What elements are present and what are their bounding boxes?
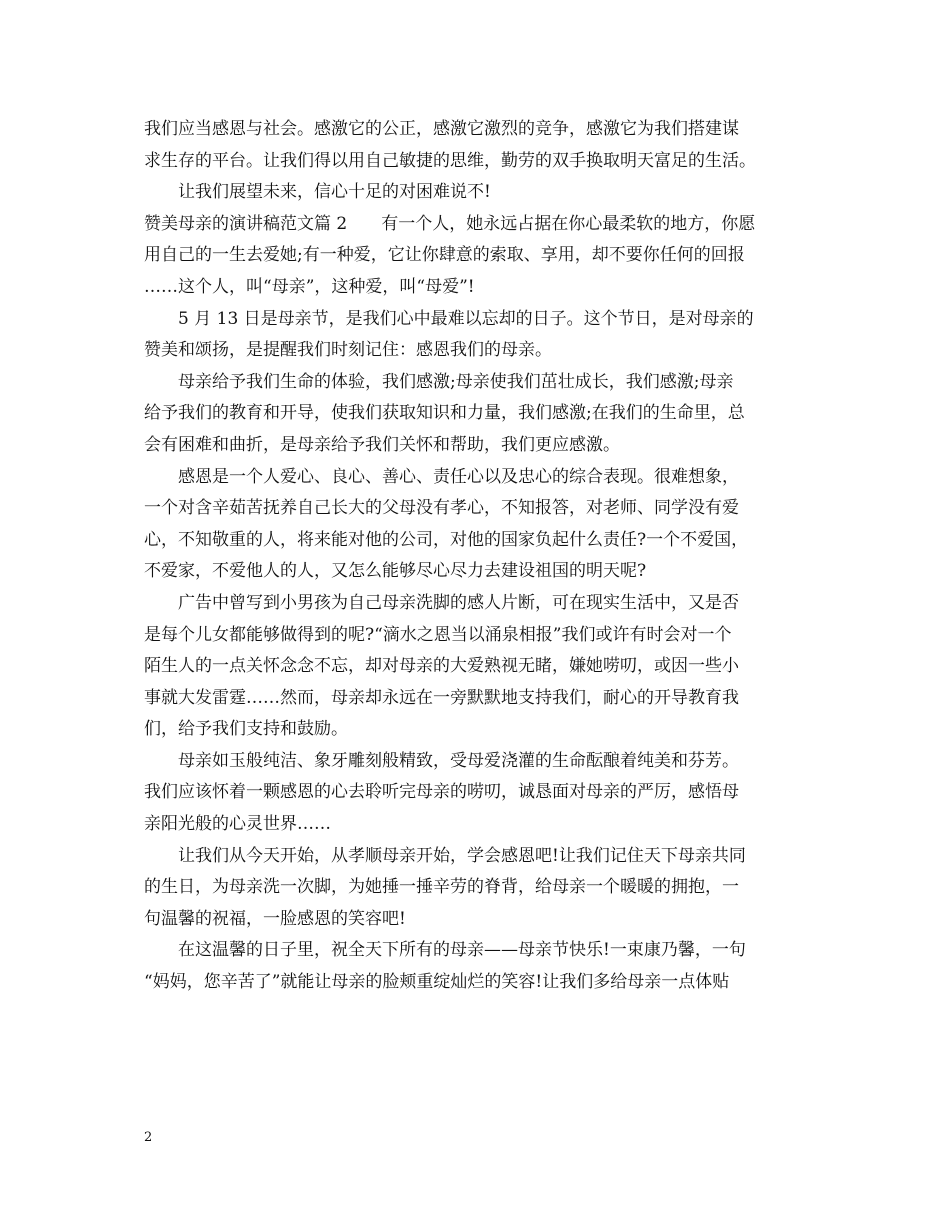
text-line: 让我们展望未来，信心十足的对困难说不!: [178, 182, 491, 203]
text-line: 赞美母亲的演讲稿范文篇 2 有一个人，她永远占据在你心最柔软的地方，你愿: [144, 213, 756, 234]
text-line: 让我们从今天开始，从孝顺母亲开始，学会感恩吧!让我们记住天下母亲共同: [178, 845, 746, 866]
text-line: 5 月 13 日是母亲节，是我们心中最难以忘却的日子。这个节日，是对母亲的: [178, 308, 754, 329]
text-line: 会有困难和曲折，是母亲给予我们关怀和帮助，我们更应感激。: [144, 434, 620, 455]
text-line: 陌生人的一点关怀念念不忘，却对母亲的大爱熟视无睹，嫌她唠叨，或因一些小: [144, 656, 739, 677]
text-line: 事就大发雷霆……然而，母亲却永远在一旁默默地支持我们，耐心的开导教育我: [144, 687, 739, 708]
text-line: 亲阳光般的心灵世界……: [144, 814, 331, 835]
text-line: “妈妈，您辛苦了”就能让母亲的脸颊重绽灿烂的笑容!让我们多给母亲一点体贴: [144, 972, 730, 993]
text-line: 母亲如玉般纯洁、象牙雕刻般精致，受母爱浇灌的生命酝酿着纯美和芬芳。: [178, 750, 739, 771]
text-line: 的生日，为母亲洗一次脚，为她捶一捶辛劳的脊背，给母亲一个暖暖的拥抱，一: [144, 877, 739, 898]
text-line: 是每个儿女都能够做得到的呢?“滴水之恩当以涌泉相报”我们或许有时会对一个: [144, 624, 732, 645]
text-line: 在这温馨的日子里，祝全天下所有的母亲——母亲节快乐!一束康乃馨，一句: [178, 940, 746, 961]
text-line: 母亲给予我们生命的体验，我们感激;母亲使我们茁壮成长，我们感激;母亲: [178, 371, 734, 392]
text-line: 们，给予我们支持和鼓励。: [144, 719, 348, 740]
text-line: 赞美和颂扬，是提醒我们时刻记住：感恩我们的母亲。: [144, 340, 552, 361]
page-number: 2: [144, 1130, 153, 1145]
text-line: 心，不知敬重的人，将来能对他的公司，对他的国家负起什么责任?一个不爱国，: [144, 529, 749, 550]
text-line: 一个对含辛茹苦抚养自己长大的父母没有孝心，不知报答，对老师、同学没有爱: [144, 498, 739, 519]
text-line: 句温馨的祝福，一脸感恩的笑容吧!: [144, 908, 406, 929]
text-line: 不爱家，不爱他人的人，又怎么能够尽心尽力去建设祖国的明天呢?: [144, 561, 647, 582]
text-line: 感恩是一个人爱心、良心、善心、责任心以及忠心的综合表现。很难想象，: [178, 466, 739, 487]
text-line: 用自己的一生去爱她;有一种爱，它让你肆意的索取、享用，却不要你任何的回报: [144, 245, 745, 266]
body-text: [144, 114, 814, 999]
text-line: 广告中曾写到小男孩为自己母亲洗脚的感人片断，可在现实生活中，又是否: [178, 592, 739, 613]
text-line: 给予我们的教育和开导，使我们获取知识和力量，我们感激;在我们的生命里，总: [144, 403, 745, 424]
text-line: ……这个人，叫“母亲”，这种爱，叫“母爱”!: [144, 276, 475, 297]
text-line: 求生存的平台。让我们得以用自己敏捷的思维，勤劳的双手换取明天富足的生活。: [144, 150, 756, 171]
text-line: 我们应该怀着一颗感恩的心去聆听完母亲的唠叨，诚恳面对母亲的严厉，感悟母: [144, 782, 739, 803]
text-line: 我们应当感恩与社会。感激它的公正，感激它激烈的竞争，感激它为我们搭建谋: [144, 119, 739, 139]
